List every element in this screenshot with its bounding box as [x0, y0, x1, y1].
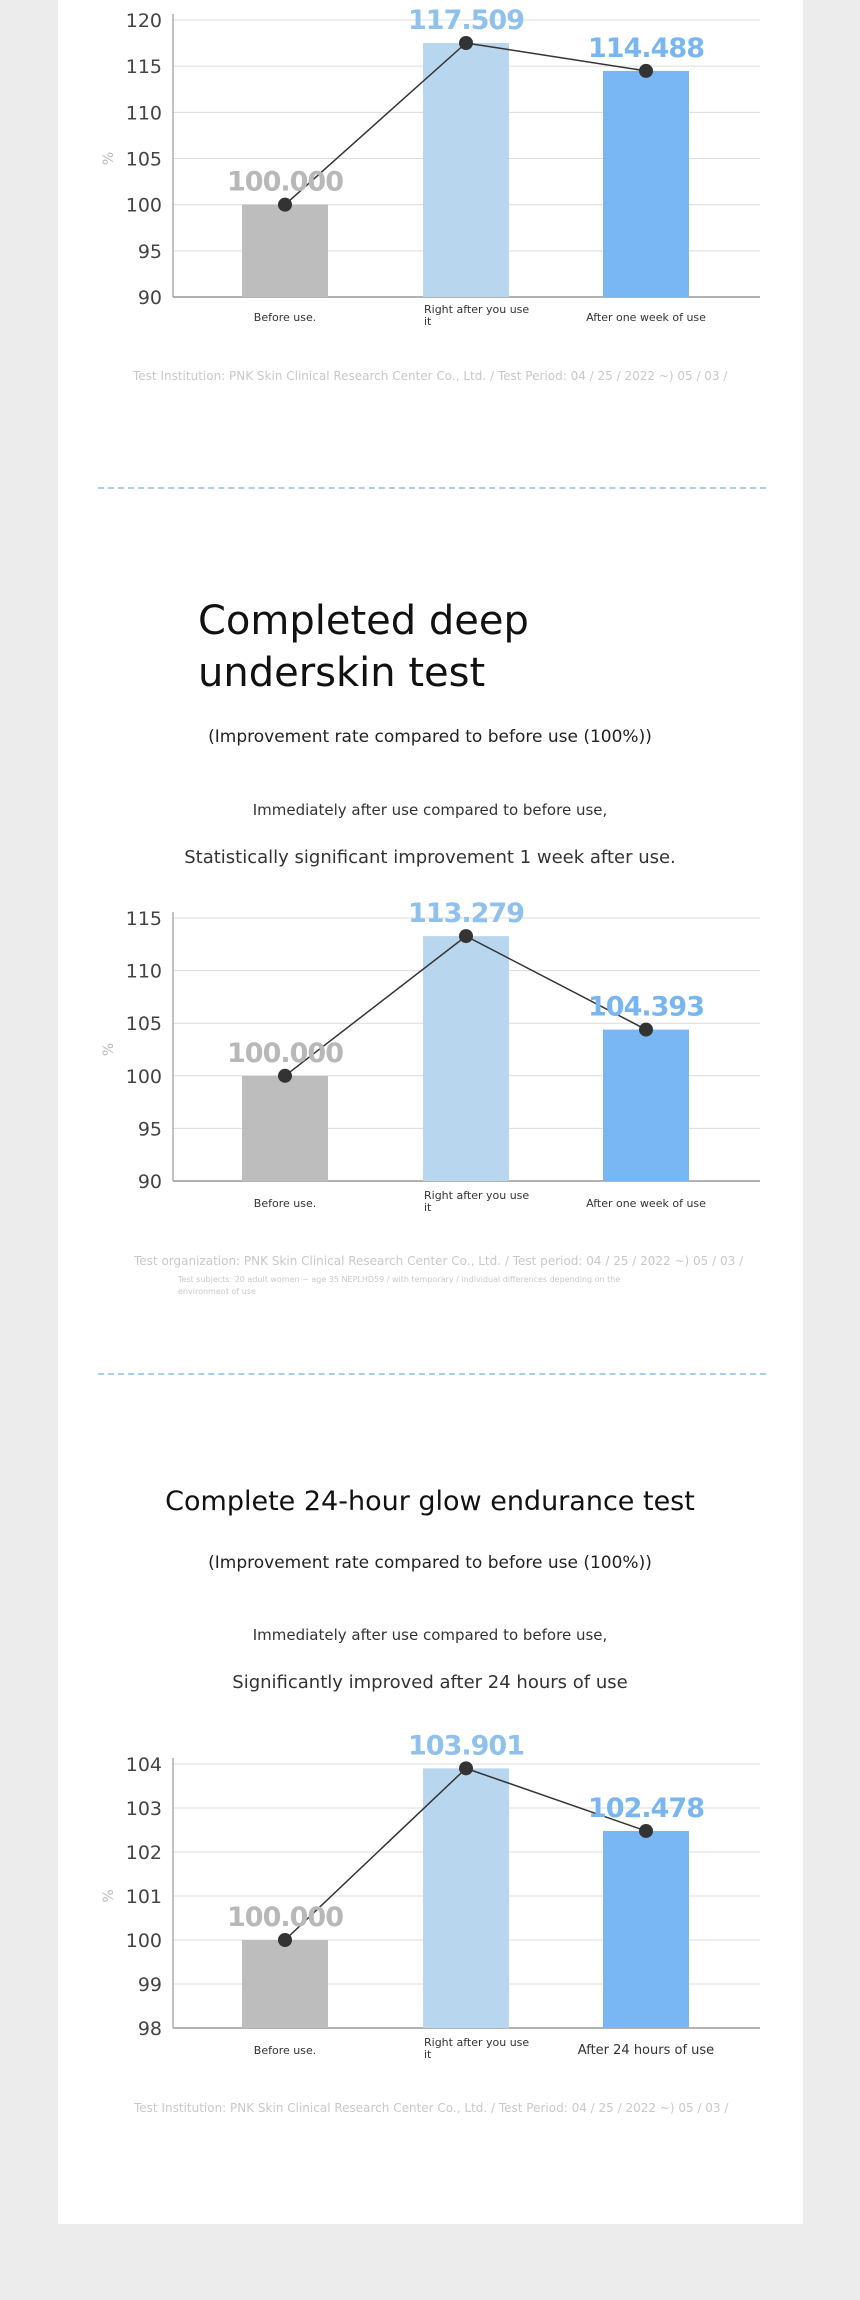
- chart-2-y-tick-label: 90: [137, 1171, 162, 1193]
- chart-2-y-tick-label: 105: [125, 1013, 162, 1036]
- chart-3-y-tick-label: 99: [137, 1974, 162, 1996]
- chart-3-y-axis-label: %: [101, 1889, 117, 1903]
- chart-3-y-tick-label: 103: [125, 1798, 162, 1820]
- chart-3-category-label-2: Right after you use it: [424, 2036, 530, 2061]
- section-2-title-line-2: underskin test: [198, 650, 486, 696]
- chart-3-category-label-3: After 24 hours of use: [577, 2043, 715, 2058]
- section-3-title: Complete 24-hour glow endurance test: [165, 1486, 695, 1517]
- chart-2-subnote-1: Test subjects: 20 adult women ~ age 35 NEPLHD59 / with temporary / individual differences depending on the: [178, 1275, 621, 1284]
- chart-3-note: Test Institution: PNK Skin Clinical Research Center Co., Ltd. / Test Period: 04 / 25 / 2022 ~) 05 / 03 /: [134, 2101, 729, 2115]
- chart-1-y-tick-label: 110: [125, 102, 162, 125]
- chart-1-value-label-1: 100.000: [227, 166, 343, 198]
- chart-2-category-label-2: Right after you use it: [424, 1189, 530, 1214]
- chart-3-point-1: [278, 1933, 292, 1947]
- chart-2-category-label-1: Before use.: [253, 1197, 317, 1210]
- chart-1-category-label-2: Right after you use it: [424, 303, 530, 328]
- chart-1-category-label-3: After one week of use: [586, 311, 706, 324]
- section-3-desc-2: Significantly improved after 24 hours of use: [232, 1672, 628, 1693]
- chart-2-y-tick-label: 100: [125, 1065, 162, 1088]
- chart-2-y-tick-label: 110: [125, 960, 162, 983]
- chart-3-value-label-3: 102.478: [588, 1792, 704, 1824]
- chart-2-y-tick-label: 115: [125, 908, 162, 930]
- chart-1-category-label-1: Before use.: [253, 311, 317, 324]
- chart-3-y-tick-label: 101: [125, 1886, 162, 1908]
- chart-1-y-tick-label: 115: [125, 56, 162, 79]
- chart-3-y-tick-label: 104: [125, 1754, 162, 1776]
- chart-3-bar-2: [423, 1768, 509, 2028]
- chart-1-y-tick-label: 95: [137, 240, 162, 263]
- chart-1-value-label-2: 117.509: [408, 5, 524, 37]
- section-2-title-line-1: Completed deep: [198, 598, 529, 644]
- chart-3-y-tick-label: 98: [137, 2018, 162, 2040]
- chart-3-point-2: [459, 1761, 473, 1775]
- chart-3-value-label-1: 100.000: [227, 1902, 343, 1933]
- chart-2-subnote-2: environment of use: [178, 1287, 256, 1296]
- chart-2-category-label-3: After one week of use: [586, 1197, 706, 1210]
- chart-3-bar-1: [242, 1940, 328, 2028]
- chart-1-y-tick-label: 100: [125, 194, 162, 217]
- chart-2-y-axis-label: %: [101, 1042, 117, 1057]
- section-3-desc-1: Immediately after use compared to before use,: [252, 1626, 608, 1644]
- chart-1-y-tick-label: 105: [125, 148, 162, 171]
- chart-2-value-label-2: 113.279: [408, 898, 524, 930]
- chart-1-note: Test Institution: PNK Skin Clinical Research Center Co., Ltd. / Test Period: 04 / 25 / 2022 ~) 05 / 03 /: [133, 369, 728, 383]
- chart-1-y-tick-label: 90: [137, 287, 162, 309]
- chart-3-bar-3: [603, 1831, 689, 2028]
- section-2-desc-1: Immediately after use compared to before use,: [252, 801, 608, 819]
- section-2-subtitle: (Improvement rate compared to before use (100%)): [208, 727, 652, 747]
- chart-3-y-tick-label: 100: [125, 1930, 162, 1952]
- chart-3-y-tick-label: 102: [125, 1842, 162, 1864]
- chart-2-value-label-1: 100.000: [227, 1037, 343, 1069]
- section-2-desc-2: Statistically significant improvement 1 week after use.: [184, 847, 676, 868]
- chart-1-value-label-3: 114.488: [588, 32, 704, 64]
- chart-3-category-label-1: Before use.: [253, 2044, 317, 2057]
- chart-2-y-tick-label: 95: [137, 1118, 162, 1141]
- chart-3-point-3: [639, 1824, 653, 1838]
- chart-3-value-label-2: 103.901: [408, 1730, 524, 1762]
- section-3-subtitle: (Improvement rate compared to before use (100%)): [208, 1553, 652, 1573]
- chart-1-y-tick-label: 120: [125, 10, 162, 32]
- chart-2-note: Test organization: PNK Skin Clinical Research Center Co., Ltd. / Test period: 04 / 25 / 2022 ~) 05 / 03 /: [134, 1254, 744, 1268]
- chart-1-y-axis-label: %: [101, 151, 117, 166]
- chart-2-value-label-3: 104.393: [588, 991, 704, 1023]
